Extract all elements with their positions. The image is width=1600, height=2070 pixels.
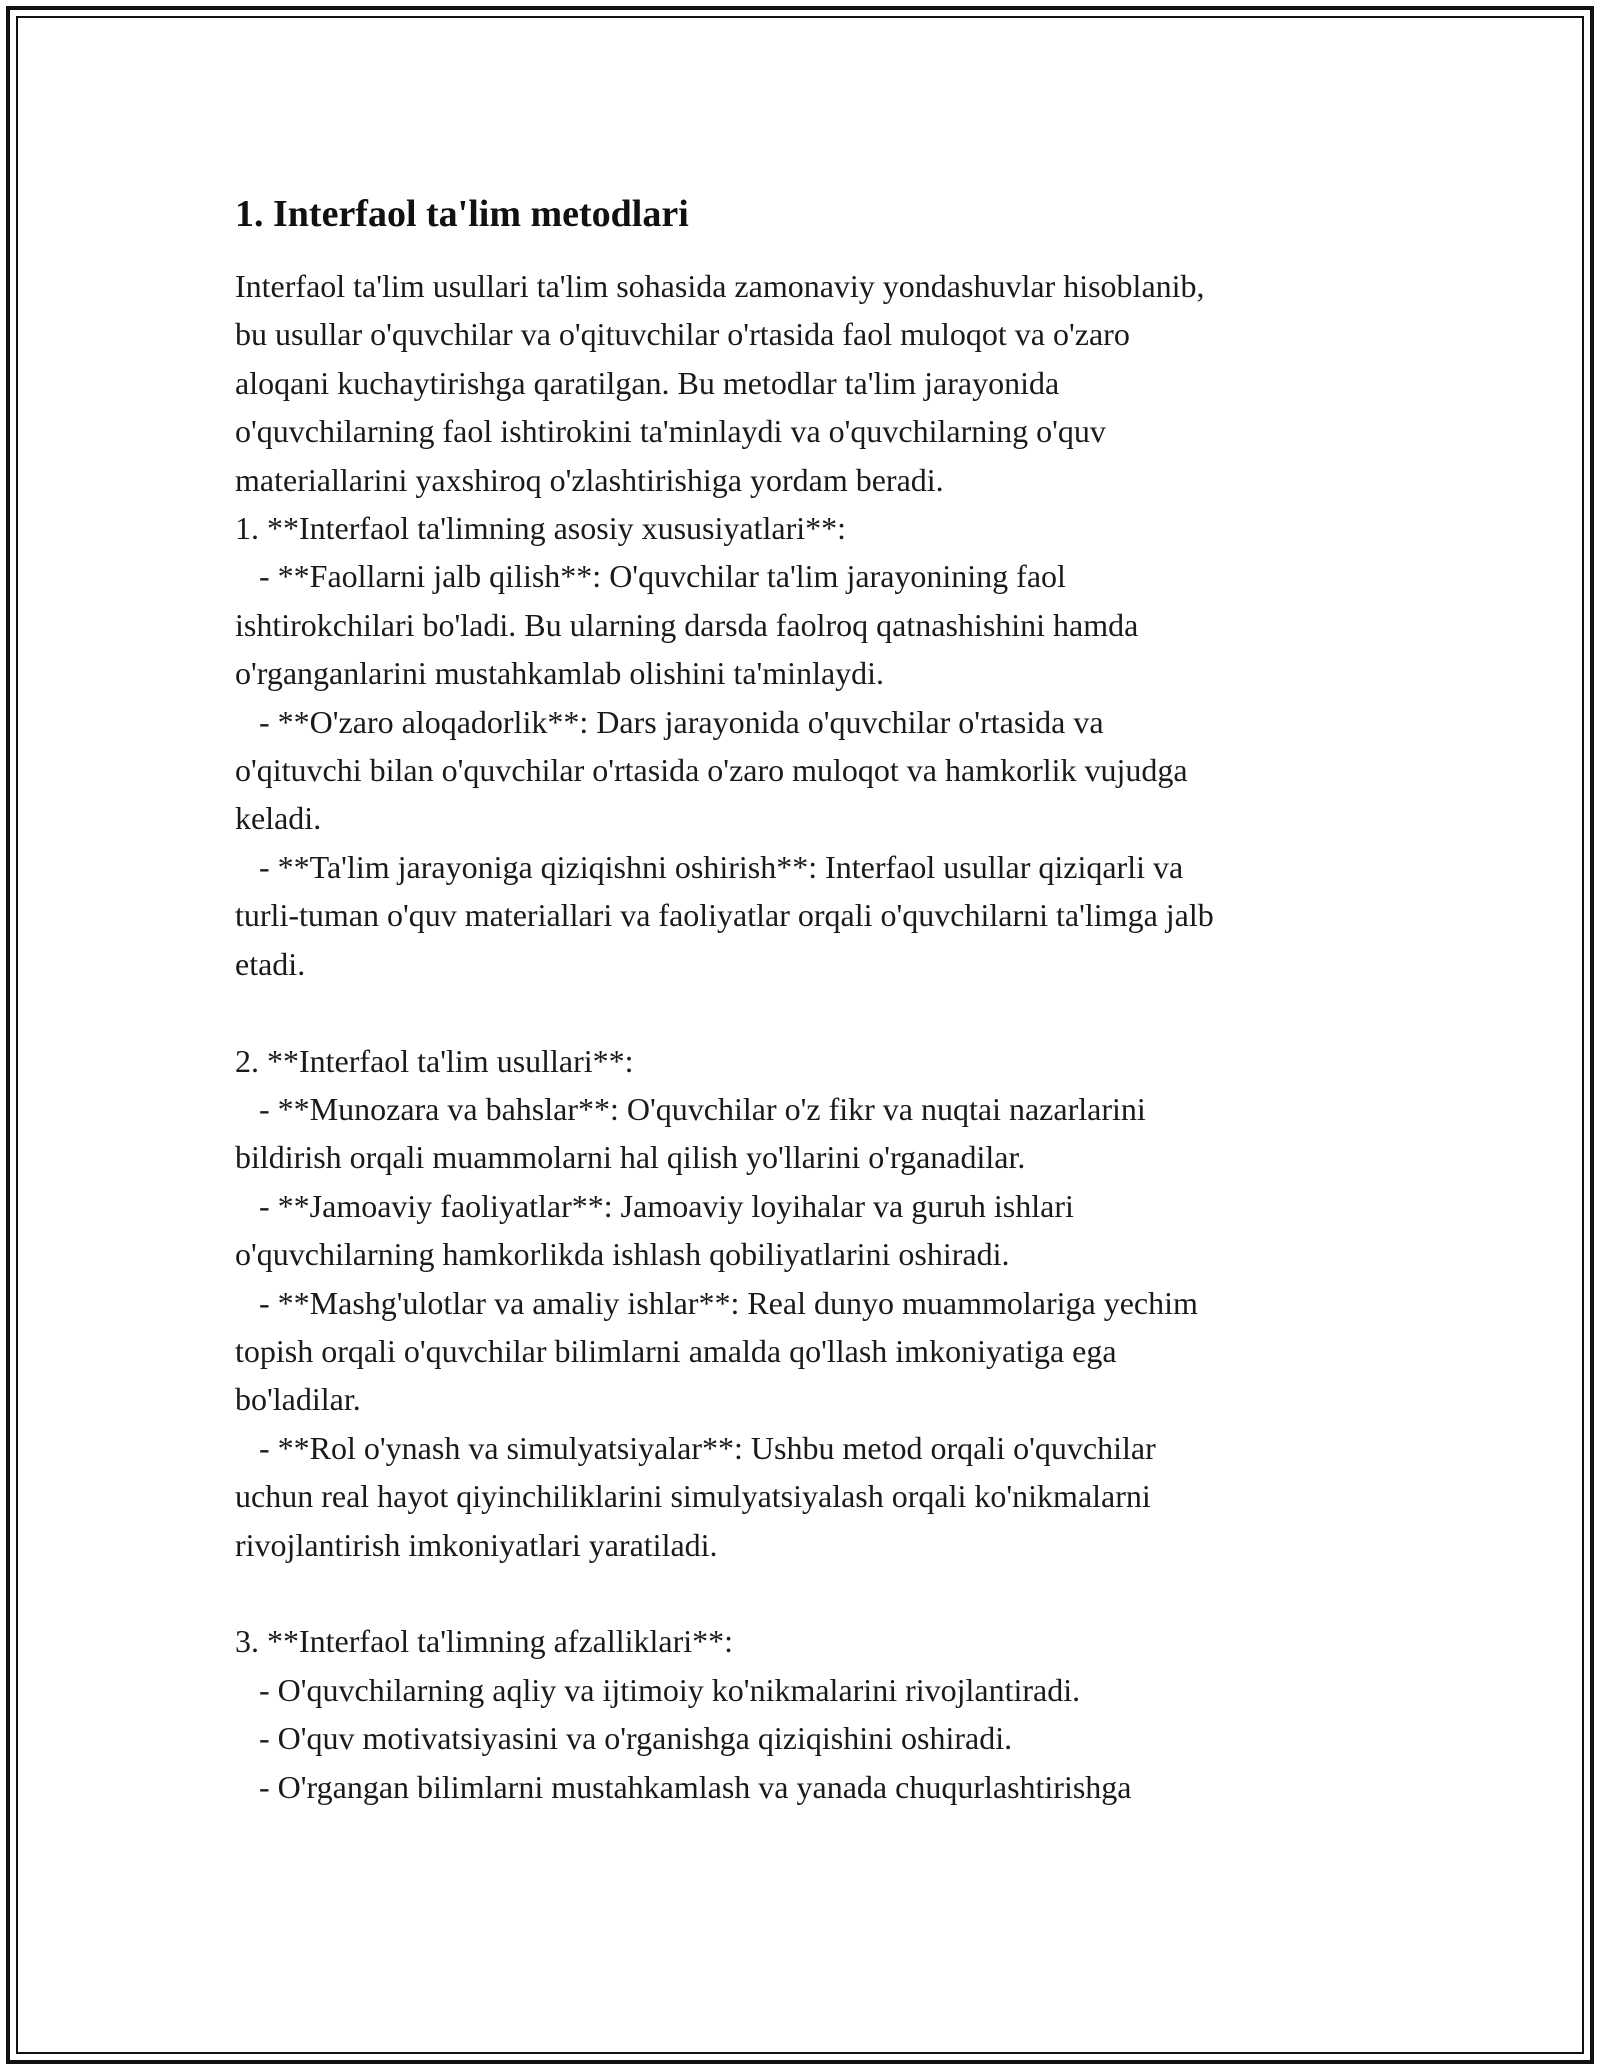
body-text: 1. **Interfaol ta'limning asosiy xususiyatlari**: - **Faollarni jalb qilish**: O'quvchilar ta'lim jarayonining faol ishtirokchilari bo'ladi. Bu ularning darsda faolroq qatnashishini hamda o'rganganlarini mustahkamlab olishini ta'minlaydi. - **O'zaro aloqadorlik**: Dars jarayonida o'quvchilar o'rtasida va o'qituvchi bilan o'quvchilar o'rtasida o'zaro muloqot va hamkorlik vujudga keladi. - **Ta'lim jarayoniga qiziqishni oshirish**: Interfaol usullar qiziqarli va turli-tuman o'quv materiallari va faoliyatlar orqali o'quvchilarni ta'limga jalb etadi. 2. **Interfaol ta'lim usullari**: - **Munozara va bahslar**: O'quvchilar o'z fikr va nuqtai nazarlarini bildirish orqali muammolarni hal qilish yo'llarini o'rganadilar. - **Jamoaviy faoliyatlar**: Jamoaviy loyihalar va guruh ishlari o'quvchilarning hamkorlikda ishlash qobiliyatlarini oshiradi. - **Mashg'ulotlar va amaliy ishlar**: Real dunyo muammolariga yechim topish orqali o'quvchilar bilimlarni amalda qo'llash imkoniyatiga ega bo'ladilar. - **Rol o'ynash va simulyatsiyalar**: Ushbu metod orqali o'quvchilar uchun real hayot qiyinchiliklarini simulyatsiyalash orqali ko'nikmalarni rivojlantirish imkoniyatlari yaratiladi. 3. **Interfaol ta'limning afzalliklari**: - O'quvchilarning aqliy va ijtimoiy ko'nikmalarini rivojlantiradi. - O'quv motivatsiyasini va o'rganishga qiziqishini oshiradi. - O'rgangan bilimlarni mustahkamlash va yanada chuqurlashtirishga <box>235 510 1214 1805</box>
document-content <box>235 186 1375 1811</box>
intro-paragraph: Interfaol ta'lim usullari ta'lim sohasida zamonaviy yondashuvlar hisoblanib, bu usullar o'quvchilar va o'qituvchilar o'rtasida faol muloqot va o'zaro aloqani kuchaytirishga qaratilgan. Bu metodlar ta'lim jarayonida o'quvchilarning faol ishtirokini ta'minlaydi va o'quvchilarning o'quv materiallarini yaxshiroq o'zlashtirishiga yordam beradi. <box>235 268 1205 498</box>
document-title: 1. Interfaol ta'lim metodlari <box>235 193 689 235</box>
